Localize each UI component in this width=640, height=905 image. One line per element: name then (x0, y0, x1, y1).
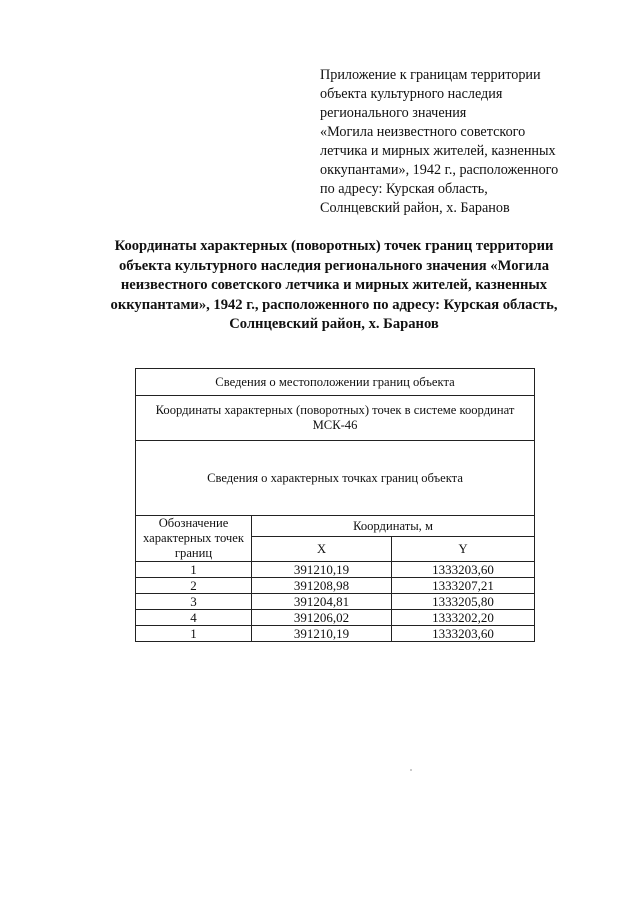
appendix-note (320, 66, 590, 218)
appendix-line: «Могила неизвестного советского (320, 124, 526, 140)
point-cell: 3 (136, 594, 252, 610)
title-line: Координаты характерных (поворотных) точек границ территории (114, 238, 554, 254)
point-cell: 2 (136, 578, 252, 594)
document-title (96, 237, 572, 335)
table-row (136, 562, 535, 578)
appendix-line: летчика и мирных жителей, казненных (320, 143, 556, 159)
table-row (136, 594, 535, 610)
table-header-row (136, 441, 535, 516)
table-header-row (136, 516, 535, 537)
location-header: Сведения о местоположении границ объекта (136, 369, 535, 396)
x-column-header: X (252, 537, 392, 562)
x-cell: 391210,19 (252, 562, 392, 578)
point-cell: 4 (136, 610, 252, 626)
x-cell: 391204,81 (252, 594, 392, 610)
title-line: Солнцевский район, х. Баранов (229, 316, 439, 332)
points-header: Сведения о характерных точках границ объекта (136, 441, 535, 516)
x-cell: 391210,19 (252, 626, 392, 642)
y-column-header: Y (392, 537, 535, 562)
scan-speck (410, 769, 412, 771)
x-cell: 391206,02 (252, 610, 392, 626)
table-row (136, 578, 535, 594)
appendix-line: объекта культурного наследия (320, 86, 503, 102)
appendix-line: Солнцевский район, х. Баранов (320, 200, 510, 216)
point-cell: 1 (136, 626, 252, 642)
appendix-line: оккупантами», 1942 г., расположенного (320, 162, 559, 178)
point-cell: 1 (136, 562, 252, 578)
y-cell: 1333202,20 (392, 610, 535, 626)
y-cell: 1333207,21 (392, 578, 535, 594)
table-row (136, 610, 535, 626)
title-line: неизвестного советского летчика и мирных жителей, казненных (120, 277, 548, 293)
title-line: оккупантами», 1942 г., расположенного по адресу: Курская область, (110, 296, 558, 313)
y-cell: 1333203,60 (392, 626, 535, 642)
table-row (136, 626, 535, 642)
x-cell: 391208,98 (252, 578, 392, 594)
coordinates-table (135, 368, 535, 642)
appendix-line: регионального значения (320, 105, 467, 121)
coordinates-header: Координаты, м (252, 516, 535, 537)
table-header-row (136, 396, 535, 441)
y-cell: 1333203,60 (392, 562, 535, 578)
y-cell: 1333205,80 (392, 594, 535, 610)
point-label-header: Обозначение характерных точек границ (136, 516, 252, 562)
appendix-line: по адресу: Курская область, (320, 181, 488, 197)
appendix-line: Приложение к границам территории (320, 67, 541, 83)
title-line: объекта культурного наследия регионального значения «Могила (118, 257, 550, 274)
coordinate-system-header: Координаты характерных (поворотных) точек в системе координат МСК-46 (136, 396, 535, 441)
table-header-row (136, 369, 535, 396)
